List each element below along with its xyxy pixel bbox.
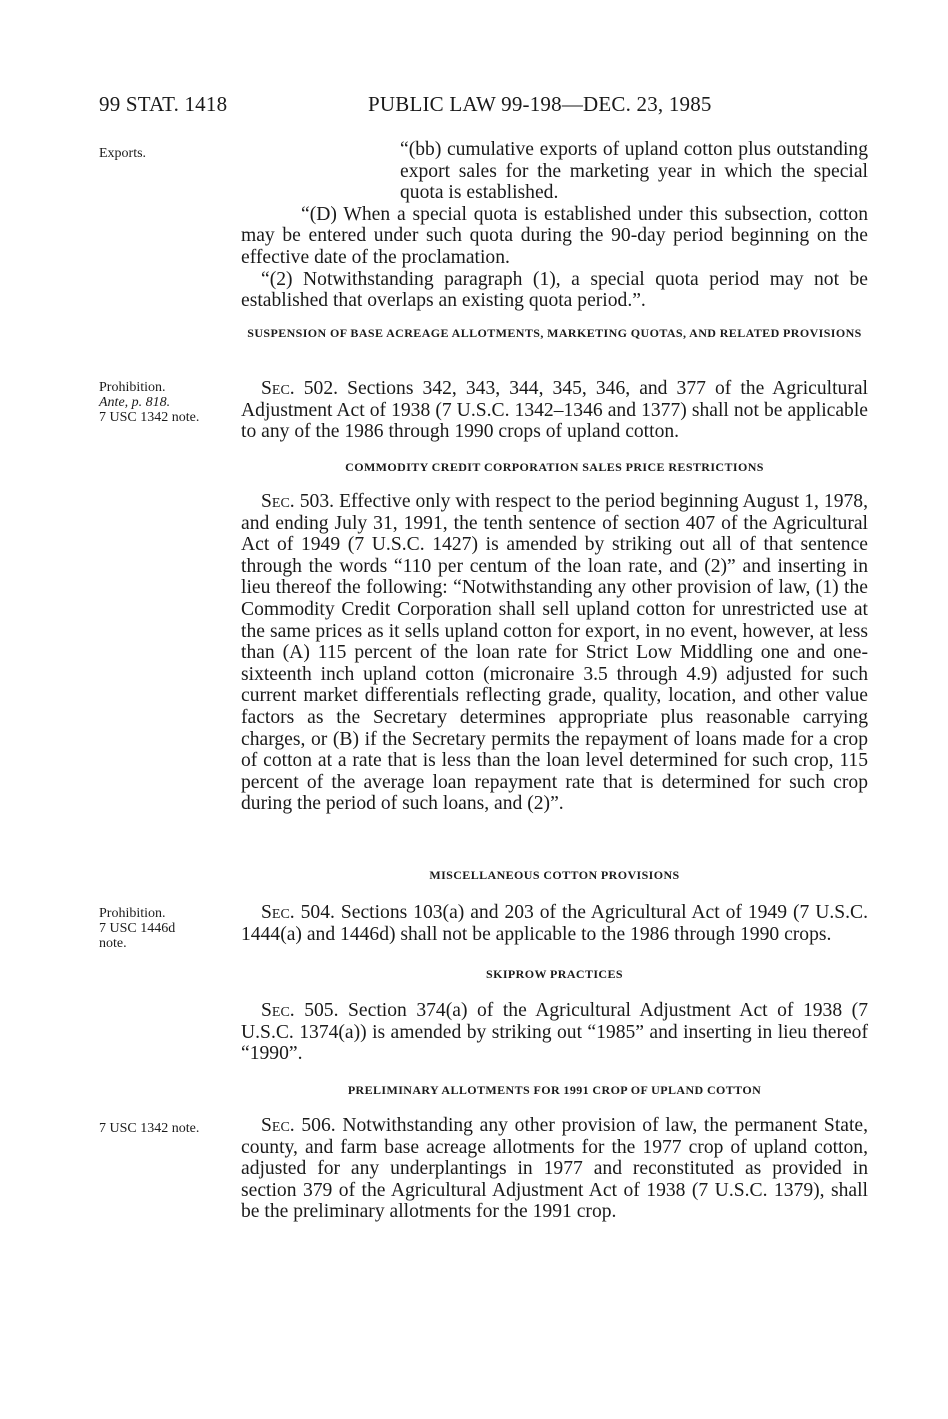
margin-note-exports: Exports. — [99, 146, 147, 161]
section-text: Effective only with respect to the period beginning August 1, 1978, and ending July 31, 1991, the tenth sentence of section 407 of the Agricultural Act of 1949 (7 U.S.C. 1427) is amended by striking out all of that sentence through the words “110 per centum of the loan rate, and (2)” and inserting in lieu thereof the following: “Notwithstanding any other provision of law, (1) the Commodity Credit Corporation shall sell upland cotton for unrestricted use at the same prices as it sells upland cotton for export, in no event, however, at less than (A) 115 percent of the loan rate for Strict Low Middling one and one-sixteenth inch upland cotton (micronaire 3.5 through 4.9) adjusted for such current market differentials reflecting grade, quality, location, and other value factors as the Secretary determines appropriate plus reasonable carrying charges, or (B) if the Secretary permits the repayment of loans made for a crop of cotton at a rate that is less than the loan level determined for such crop, 115 percent of the average loan repayment rate that is determined for such crop during the period of such loans, and (2)”. — [241, 491, 869, 815]
margin-note-line: Prohibition. — [99, 906, 166, 921]
section-502 — [241, 378, 868, 443]
section-label: Sec. 506. — [261, 1115, 336, 1136]
margin-note-sec-502 — [99, 380, 239, 425]
heading-sec-506: PRELIMINARY ALLOTMENTS FOR 1991 CROP OF UPLAND COTTON — [347, 1083, 762, 1097]
heading-sec-505: SKIPROW PRACTICES — [486, 967, 623, 981]
carryover-paragraphs — [241, 139, 868, 312]
section-text: Sections 103(a) and 203 of the Agricultural Act of 1949 (7 U.S.C. 1444(a) and 1446d) shall not be applicable to the 1986 through 1990 crops. — [241, 902, 869, 945]
paragraph-2: “(2) Notwithstanding paragraph (1), a special quota period may not be established that overlaps an existing quota period.”. — [241, 268, 868, 312]
section-text: Section 374(a) of the Agricultural Adjustment Act of 1938 (7 U.S.C. 1374(a)) is amended by striking out “1985” and inserting in lieu thereof “1990”. — [241, 1000, 868, 1065]
margin-note-line: note. — [99, 936, 127, 951]
section-label: Sec. 505. — [261, 1000, 339, 1021]
margin-note-line: 7 USC 1446d — [99, 921, 176, 936]
section-text: Sections 342, 343, 344, 345, 346, and 377 of the Agricultural Adjustment Act of 1938 (7 U.S.C. 1342–1346 and 1377) shall not be applicable to any of the 1986 through 1990 crops of upland cotton. — [241, 378, 868, 443]
section-504 — [241, 902, 868, 945]
section-503 — [241, 491, 868, 815]
heading-sec-504: MISCELLANEOUS COTTON PROVISIONS — [429, 868, 680, 882]
heading-sec-503: COMMODITY CREDIT CORPORATION SALES PRICE RESTRICTIONS — [345, 460, 764, 474]
margin-note-line: 7 USC 1342 note. — [99, 410, 200, 425]
paragraph-bb: “(bb) cumulative exports of upland cotton plus outstanding export sales for the marketing year in which the special quota is established. — [400, 139, 868, 204]
margin-note-line: Prohibition. — [99, 380, 166, 395]
margin-note-sec-506: 7 USC 1342 note. — [99, 1121, 200, 1136]
section-text: Notwithstanding any other provision of law, the permanent State, county, and farm base acreage allotments for the 1977 crop of upland cotton, adjusted for any underplantings in 1977 and reconstituted as provided in section 379 of the Agricultural Adjustment Act of 1938 (7 U.S.C. 1379), shall be the preliminary allotments for the 1991 crop. — [241, 1115, 868, 1223]
section-label: Sec. 502. — [261, 378, 339, 399]
heading-sec-502: SUSPENSION OF BASE ACREAGE ALLOTMENTS, MARKETING QUOTAS, AND RELATED PROVISIONS — [247, 326, 862, 340]
section-506 — [241, 1115, 868, 1223]
page-reference: 99 STAT. 1418 — [99, 92, 228, 116]
page-title: PUBLIC LAW 99-198—DEC. 23, 1985 — [368, 92, 712, 116]
margin-note-sec-504 — [99, 906, 239, 951]
section-505 — [241, 1000, 868, 1065]
section-label: Sec. 504. — [261, 902, 335, 923]
margin-note-line: Ante, p. 818. — [99, 395, 171, 410]
paragraph-D: “(D) When a special quota is established under this subsection, cotton may be entered under such quota during the 90-day period beginning on the effective date of the proclamation. — [241, 203, 868, 268]
section-label: Sec. 503. — [261, 491, 335, 512]
